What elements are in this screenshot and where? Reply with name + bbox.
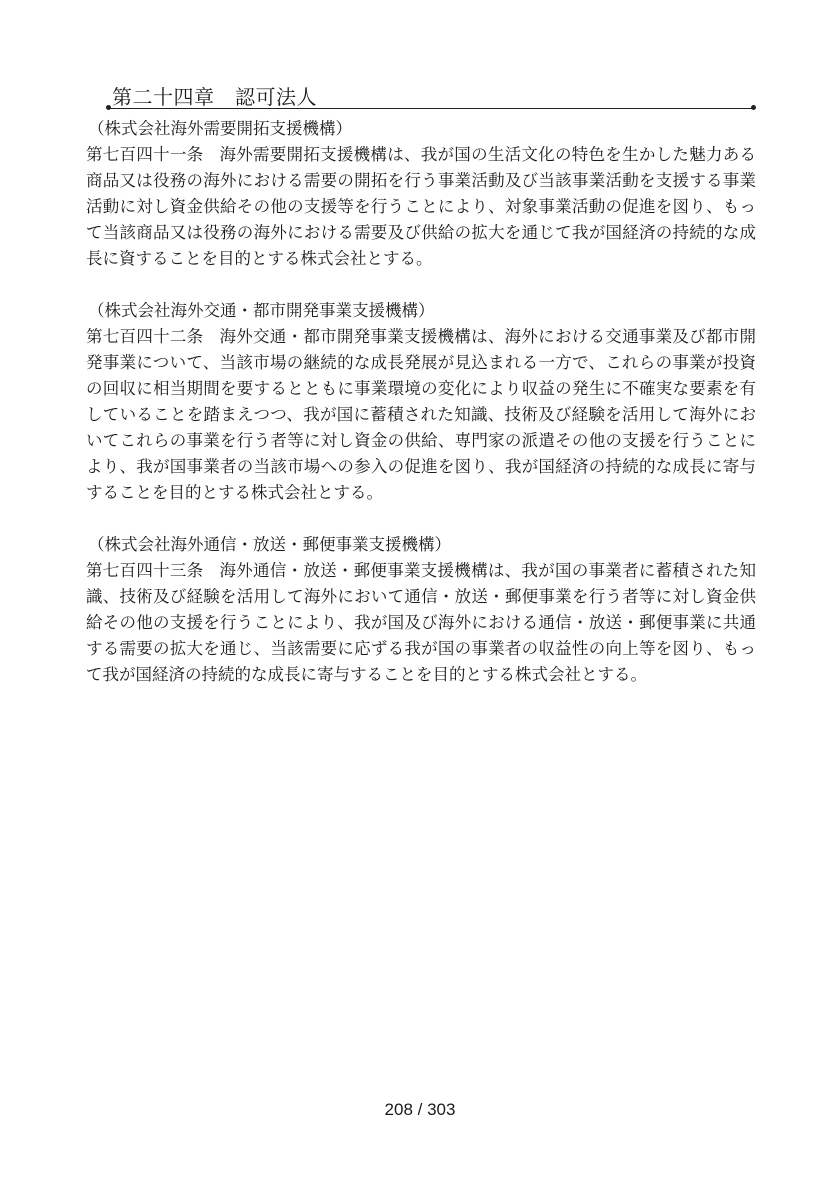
article-text: 海外交通・都市開発事業支援機構は、海外における交通事業及び都市開発事業について、当該市場の継続的な成長発展が見込まれる一方で、これらの事業が投資の回収に相当期間を要するとともに事業環境の変化により収益の発生に不確実な要素を有していることを踏まえつつ、我が国に蓄積された知識、技術及び経験を活用して海外においてこれらの事業を行う者等に対し資金の供給、専門家の派遣その他の支援を行うことにより、我が国事業者の当該市場への参入の促進を図り、我が国経済の持続的な成長に寄与することを目的とする株式会社とする。 — [86, 327, 757, 502]
rule-dot-right — [751, 105, 756, 110]
article-742 — [86, 298, 756, 506]
article-text: 海外需要開拓支援機構は、我が国の生活文化の特色を生かした魅力ある商品又は役務の海外における需要の開拓を行う事業活動及び当該事業活動を支援する事業活動に対し資金供給その他の支援等を行うことにより、対象事業活動の促進を図り、もって当該商品又は役務の海外における需要及び供給の拡大を通じて我が国経済の持続的な成長に資することを目的とする株式会社とする。 — [86, 145, 757, 268]
article-number: 第七百四十一条 — [86, 145, 204, 164]
article-number: 第七百四十三条 — [86, 561, 204, 580]
chapter-underline — [108, 108, 754, 109]
article-text: 海外通信・放送・郵便事業支援機構は、我が国の事業者に蓄積された知識、技術及び経験を活用して海外において通信・放送・郵便事業を行う者等に対し資金供給その他の支援を行うことにより、我が国及び海外における通信・放送・郵便事業に共通する需要の拡大を通じ、当該需要に応ずる我が国の事業者の収益性の向上等を図り、もって我が国経済の持続的な成長に寄与することを目的とする株式会社とする。 — [86, 561, 757, 684]
article-list — [86, 116, 756, 714]
article-caption: （株式会社海外需要開拓支援機構） — [88, 119, 352, 138]
chapter-title: 第二十四章 認可法人 — [112, 85, 317, 109]
article-743 — [86, 532, 756, 688]
article-body — [86, 142, 756, 272]
article-number: 第七百四十二条 — [86, 327, 204, 346]
article-body — [86, 324, 756, 506]
article-caption: （株式会社海外交通・都市開発事業支援機構） — [88, 301, 435, 320]
chapter-header — [108, 84, 754, 110]
page-number: 208 / 303 — [384, 1100, 456, 1119]
article-body — [86, 558, 756, 688]
article-741 — [86, 116, 756, 272]
article-caption: （株式会社海外通信・放送・郵便事業支援機構） — [88, 535, 451, 554]
rule-dot-left — [106, 105, 111, 110]
